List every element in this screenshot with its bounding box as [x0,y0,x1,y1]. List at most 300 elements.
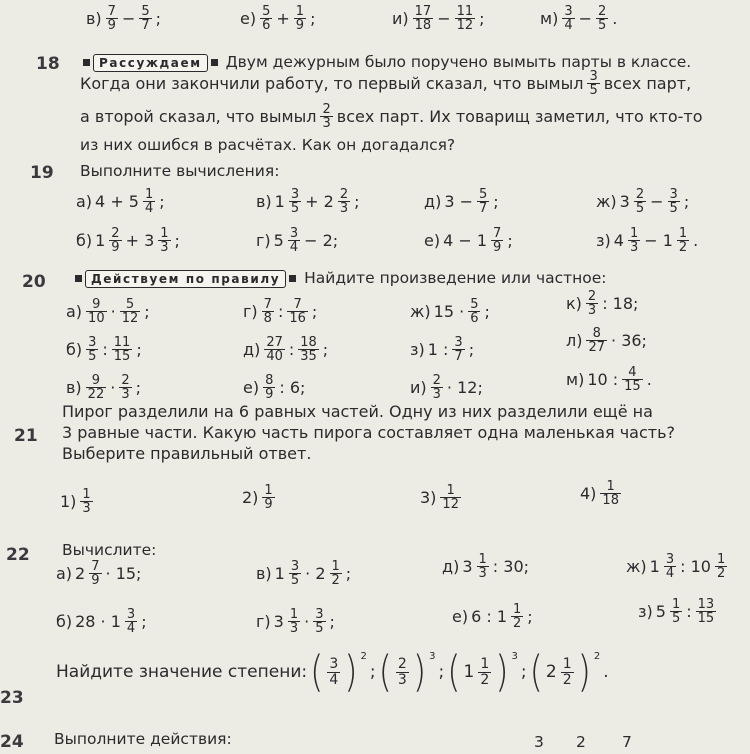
denominator: 12 [442,497,459,512]
paren-open: ( [447,647,461,697]
operator: : [288,340,295,359]
numerator: 1 [295,4,305,19]
fraction [86,336,98,363]
item-label: а) [66,302,83,321]
numerator: 7 [293,297,302,312]
item-label: и) [410,378,427,397]
fraction [289,188,301,215]
fraction [396,657,409,688]
task-21-line-2: 3 равные части. Какую часть пирога составляет одна маленькая часть? [62,423,676,442]
numerator: 1 [144,187,154,202]
fraction [289,560,301,587]
fraction [452,336,464,363]
punctuation: ; [311,302,318,321]
denominator: 4 [126,621,136,636]
task-number-20: 20 [22,272,46,292]
denominator: 9 [107,18,116,33]
expression-text: : 30; [492,557,530,576]
task-text: всех парт, [603,73,692,93]
punctuation: ; [135,378,141,397]
whole-part: 5 [655,602,666,621]
numerator: 7 [107,4,116,19]
punctuation: ; [354,192,360,211]
denominator: 40 [266,349,283,364]
denominator: 7 [454,349,463,364]
fraction [477,553,489,580]
expression-item [596,227,698,254]
item-label: д) [442,557,460,576]
fraction [139,5,151,32]
punctuation: ; [329,612,335,631]
numerator: 3 [315,607,324,622]
numerator: 1 [629,226,639,241]
denominator: 9 [264,497,273,512]
expression-text: − 2; [304,231,339,250]
expression-text: 28 · 1 [75,612,121,631]
fraction [80,488,92,515]
denominator: 3 [629,240,639,255]
item-label: м) [540,9,559,28]
top-item-v [86,5,161,32]
expression-item [256,608,335,635]
expression-item [626,553,728,580]
operator: + [276,9,290,28]
paren-close: ) [495,647,509,697]
expression-item [60,488,94,515]
punctuation: ; [174,231,180,250]
task-number-24: 24 [0,732,24,752]
denominator: 7 [141,18,150,33]
fraction [327,657,340,688]
paren-close: ) [577,647,591,697]
paren-open: ( [378,647,392,697]
fraction [262,298,274,325]
task-23-line [56,647,609,697]
numerator: 7 [493,226,502,241]
numerator: 1 [289,607,299,622]
numerator: 9 [92,297,101,312]
numerator: 2 [598,4,607,19]
separator: ; [369,662,376,682]
expression-item [410,374,483,401]
denominator: 2 [513,616,522,631]
task-18-line-4: из них ошибся в расчётах. Как он догадался? [80,136,456,154]
task-21-line-1: Пирог разделили на 6 равных частей. Одну из них разделили ещё на [62,402,653,421]
fraction [562,5,574,32]
task-20-header [72,266,607,290]
expression-item [566,366,652,393]
expression-text: − 1 [644,231,673,250]
fraction [120,298,141,325]
exponent: 2 [360,651,367,662]
fraction [696,598,717,625]
item-label: б) [76,231,93,250]
numerator: 1 [562,655,572,672]
denominator: 2 [331,573,340,588]
denominator: 15 [113,349,131,364]
numerator: 11 [456,4,474,19]
expression-item [66,336,142,363]
numerator: 3 [589,69,598,84]
denominator: 5 [290,201,300,216]
item-label: л) [566,331,583,350]
operator: : 18; [602,294,639,313]
punctuation: ; [159,192,165,211]
exponent: 2 [593,651,601,662]
fraction [119,374,131,401]
item-label: д) [424,192,442,211]
numerator: 2 [432,373,441,388]
operator: − [437,9,451,28]
expression-text: 4 + 5 [95,192,139,211]
item-label: а) [56,564,73,583]
denominator: 22 [87,387,105,402]
numerator: 5 [141,4,150,19]
fraction [143,188,155,215]
separator: ; [520,662,527,682]
task-19-title: Выполните вычисления: [80,162,280,180]
expression-text: 6 : 1 [471,607,508,626]
expression-item [256,188,359,215]
expression-text: 4 [613,231,624,250]
expression-item [638,598,717,625]
numerator: 5 [125,297,135,312]
punctuation: ; [479,9,485,28]
denominator: 3 [432,387,441,402]
denominator: 5 [669,201,678,216]
paren-close: ) [412,647,427,697]
item-label: б) [66,340,83,359]
exponent: 3 [429,651,436,662]
denominator: 9 [265,387,274,402]
square-marker-icon [211,59,218,66]
denominator: 2 [480,671,490,688]
item-label: д) [243,340,261,359]
whole-part: 3 [273,612,284,631]
item-label: е) [240,9,257,28]
numerator: 17 [414,4,432,19]
numerator: 8 [592,326,601,341]
denominator: 5 [88,349,97,364]
numerator: 2 [397,655,407,672]
answer-label: 3) [420,488,437,507]
top-item-e [240,5,315,32]
numerator: 3 [665,552,675,567]
denominator: 5 [635,201,645,216]
denominator: 2 [716,566,726,581]
numerator: 3 [564,4,573,19]
denominator: 6 [470,311,479,326]
numerator: 1 [678,226,688,241]
square-marker-icon [75,275,82,282]
punctuation: ; [484,302,490,321]
item-label: в) [256,564,272,583]
numerator: 8 [265,373,274,388]
denominator: 3 [339,201,349,216]
task-22-title: Вычислите: [62,541,157,559]
expression-item [76,227,180,254]
numerator: 5 [478,187,488,202]
denominator: 12 [121,311,139,326]
punctuation: . [603,662,609,682]
expression-text: + 3 [125,231,155,250]
expression-item [242,484,276,511]
punctuation: ; [155,9,162,28]
expression-item [243,336,328,363]
denominator: 10 [88,311,105,326]
expression-text: 4 − 1 [443,231,488,250]
task-number-19: 19 [30,163,54,183]
expression-text: + 2 [305,192,334,211]
numerator: 1 [160,226,169,241]
fraction [677,227,689,254]
task-18-line-3 [80,103,703,130]
denominator: 27 [588,340,606,355]
expression-item [410,298,490,325]
whole-part: 1 [274,564,285,583]
item-label: в) [86,9,102,28]
whole-part: 2 [75,564,86,583]
fraction [477,188,489,215]
operator: · 36; [611,331,647,350]
fraction [260,5,272,32]
numerator: 3 [126,607,136,622]
numerator: 1 [606,479,615,494]
fraction [600,480,621,507]
numerator: 1 [480,655,490,672]
numerator: 3 [454,335,463,350]
numerator: 1 [446,483,455,498]
denominator: 5 [290,573,300,588]
fraction [313,608,325,635]
task-number-22: 22 [6,545,30,565]
task-text: а второй сказал, что вымыл [80,106,317,126]
answer-label: 1) [60,492,77,511]
numerator: 5 [262,4,271,19]
paren-close: ) [344,647,358,697]
task-badge: Рассуждаем [93,54,208,72]
numerator: 3 [290,559,300,574]
numerator: 7 [263,297,272,312]
fraction [413,5,434,32]
fraction [628,227,640,254]
denominator: 4 [665,566,675,581]
expression-item [256,227,338,254]
punctuation: ; [507,231,513,250]
denominator: 9 [295,18,305,33]
denominator: 4 [289,240,299,255]
square-marker-icon [289,275,296,282]
task-18-line-2 [80,70,691,97]
fraction [158,227,170,254]
operator: · 12; [446,378,483,397]
denominator: 5 [315,621,324,636]
task-number-18: 18 [36,54,60,74]
item-label: е) [424,231,441,250]
fraction [715,553,727,580]
fraction [468,298,480,325]
whole-part: 3 [462,557,473,576]
fraction [125,608,137,635]
item-label: г) [243,302,258,321]
expression-text: : 10 [680,557,711,576]
expression-text: 10 : [587,370,619,389]
fraction [664,553,676,580]
task-badge: Действуем по правилу [85,270,286,288]
fraction [288,227,300,254]
denominator: 18 [414,18,432,33]
denominator: 4 [329,671,339,688]
task-text: всех парт. Их товарищ заметил, что кто-то [336,106,703,126]
item-label: г) [256,612,271,631]
expression-item [56,608,147,635]
numerator: 1 [82,487,91,502]
expression-text: 15 · [433,302,465,321]
fraction [668,188,680,215]
denominator: 3 [82,501,91,516]
fraction [330,560,342,587]
numerator: 3 [88,335,97,350]
fraction [294,5,306,32]
denominator: 4 [564,18,573,33]
expression-item [596,188,689,215]
paren-open: ( [310,647,324,697]
task-24-partial-2: 2 [576,733,586,751]
numerator: 1 [331,559,340,574]
exponent: 3 [511,651,518,662]
punctuation: ; [345,564,352,583]
numerator: 18 [300,335,317,350]
fraction [431,374,443,401]
fraction [478,657,491,688]
numerator: 3 [669,187,678,202]
whole-part: 1 [463,662,475,682]
punctuation: . [646,370,652,389]
denominator: 12 [456,18,474,33]
task-24-partial-1: 3 [534,733,544,751]
denominator: 15 [697,611,715,626]
separator: ; [438,662,445,682]
fraction [587,70,599,97]
fraction [86,298,107,325]
punctuation: ; [136,340,142,359]
item-label: в) [66,378,82,397]
expression-text: − [650,192,664,211]
fraction [264,336,285,363]
expression-item [410,336,474,363]
denominator: 2 [562,671,572,688]
numerator: 2 [635,187,645,202]
fraction [109,227,121,254]
fraction [287,298,308,325]
fraction [263,374,275,401]
numerator: 5 [470,297,479,312]
fraction [338,188,350,215]
expression-item [256,560,351,587]
expression-item [424,188,499,215]
expression-text: ; [527,607,533,626]
item-label: ж) [596,192,617,211]
operator: − [121,9,136,28]
task-21-line-3: Выберите правильный ответ. [62,444,312,463]
operator: : [277,302,284,321]
punctuation: ; [310,9,316,28]
item-label: к) [566,294,582,313]
fraction [262,484,274,511]
expression-text: 1 : [427,340,449,359]
denominator: 3 [121,387,130,402]
expression-text: : [686,602,692,621]
punctuation: ; [144,302,150,321]
operator: : 6; [279,378,306,397]
task-24-partial-3: 7 [622,733,632,751]
denominator: 4 [144,201,154,216]
operator: : [102,340,108,359]
operator: − [578,9,592,28]
operator: · [110,302,116,321]
fraction [86,374,107,401]
denominator: 7 [478,201,488,216]
numerator: 1 [513,602,522,617]
expression-item [56,560,141,587]
denominator: 3 [397,671,407,688]
expression-item [442,553,529,580]
whole-part: 1 [649,557,660,576]
item-label: м) [566,370,585,389]
answer-label: 2) [242,488,259,507]
denominator: 3 [587,303,597,318]
numerator: 3 [290,187,300,202]
denominator: 3 [160,240,169,255]
item-label: ж) [626,557,647,576]
denominator: 35 [300,349,317,364]
fraction [596,5,608,32]
expression-item [243,298,317,325]
task-number-21: 21 [14,426,38,446]
expression-text: 1 [95,231,106,250]
numerator: 2 [111,226,120,241]
expression-item [66,374,141,401]
numerator: 1 [478,552,487,567]
expression-text: 3 − [444,192,473,211]
expression-item [424,227,513,254]
numerator: 2 [322,102,331,117]
punctuation: ; [468,340,475,359]
numerator: 3 [289,226,299,241]
fraction [455,5,476,32]
task-text: Когда они закончили работу, то первый сказал, что вымыл [80,73,584,93]
fraction [89,560,101,587]
expression-item [566,327,647,354]
item-label: в) [256,192,272,211]
denominator: 2 [678,240,688,255]
top-item-i [392,5,485,32]
fraction [320,103,332,130]
denominator: 15 [624,379,641,394]
fraction [622,366,643,393]
fraction [586,327,607,354]
fraction [112,336,133,363]
item-label: з) [596,231,611,250]
item-label: з) [410,340,425,359]
numerator: 1 [671,597,681,612]
denominator: 16 [289,311,306,326]
numerator: 27 [266,335,283,350]
numerator: 1 [264,483,273,498]
item-label: г) [256,231,271,250]
numerator: 2 [121,373,130,388]
item-label: ж) [410,302,431,321]
